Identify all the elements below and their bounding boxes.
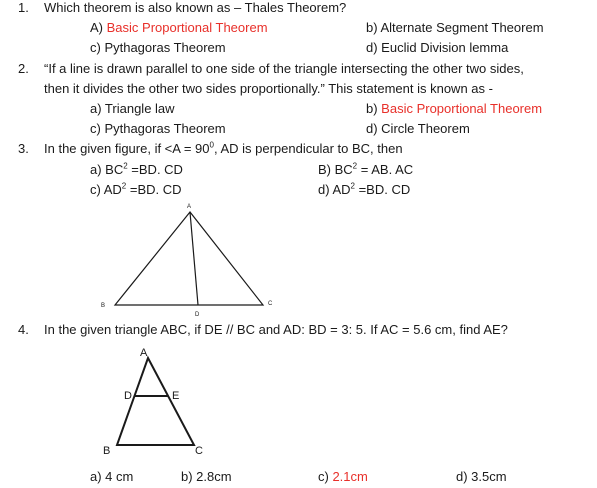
q3-option-c-sup: 2	[121, 181, 127, 191]
q3-option-b-post: = AB. AC	[357, 162, 414, 177]
q2-option-c: c) Pythagoras Theorem	[90, 121, 226, 136]
q1-option-b: b) Alternate Segment Theorem	[366, 20, 544, 35]
q3-option-b-sup: 2	[352, 161, 358, 171]
q1-option-c: c) Pythagoras Theorem	[90, 40, 226, 55]
q3-label-d: D	[195, 312, 200, 318]
q2-text-line2: then it divides the other two sides proportionally.” This statement is known as -	[44, 81, 493, 96]
q2-option-b-prefix: b)	[366, 101, 382, 116]
q4-option-b: b) 2.8cm	[181, 469, 232, 484]
q4-option-c-prefix: c)	[318, 469, 333, 484]
q2-text-line1: “If a line is drawn parallel to one side of the triangle intersecting the other two sides,	[44, 61, 524, 76]
q2-option-b-answer: Basic Proportional Theorem	[381, 101, 543, 116]
q3-option-a-post: =BD. CD	[127, 162, 183, 177]
q3-option-b-pre: B) BC	[318, 162, 353, 177]
q4-triangle-figure	[0, 340, 597, 460]
q4-label-b: B	[103, 445, 111, 457]
q2-number: 2.	[18, 61, 29, 76]
q1-option-a-answer: Basic Proportional Theorem	[106, 20, 268, 35]
q3-option-c-post: =BD. CD	[126, 182, 182, 197]
q3-label-b: B	[101, 303, 106, 309]
q4-number: 4.	[18, 322, 29, 337]
q4-label-e: E	[172, 390, 180, 402]
q4-option-a: a) 4 cm	[90, 469, 134, 484]
q4-option-c	[318, 469, 368, 484]
q4-label-c: C	[195, 445, 203, 457]
q4-option-c-answer: 2.1cm	[332, 469, 368, 484]
q1-option-a-prefix: A)	[90, 20, 107, 35]
q1-number: 1.	[18, 0, 29, 15]
q1-option-d: d) Euclid Division lemma	[366, 40, 509, 55]
q3-label-c: C	[268, 301, 273, 307]
q3-option-d-sup: 2	[350, 181, 355, 191]
q3-option-c-pre: c) AD	[90, 182, 122, 197]
q4-label-d: D	[124, 390, 132, 402]
q3-option-a-sup: 2	[123, 161, 128, 171]
q4-text: In the given triangle ABC, if DE // BC and AD: BD = 3: 5. If AC = 5.6 cm, find AE?	[44, 322, 508, 337]
q3-option-d-pre: d) AD	[318, 182, 351, 197]
q1-text: Which theorem is also known as – Thales Theorem?	[44, 0, 347, 15]
q4-option-d: d) 3.5cm	[456, 469, 507, 484]
q3-altitude-ad	[190, 212, 198, 305]
q3-triangle-abc	[115, 212, 263, 305]
q3-number: 3.	[18, 141, 29, 156]
q4-label-a: A	[140, 347, 148, 359]
q3-text-pre: In the given figure, if <A = 90	[44, 141, 210, 156]
q3-option-a-pre: a) BC	[90, 162, 124, 177]
q2-option-a: a) Triangle law	[90, 101, 175, 116]
q3-label-a: A	[187, 204, 192, 210]
q3-text-post: , AD is perpendicular to BC, then	[213, 141, 403, 156]
q3-degree-sup: 0	[209, 140, 214, 150]
q2-option-d: d) Circle Theorem	[366, 121, 470, 136]
q3-option-d-post: =BD. CD	[354, 182, 411, 197]
